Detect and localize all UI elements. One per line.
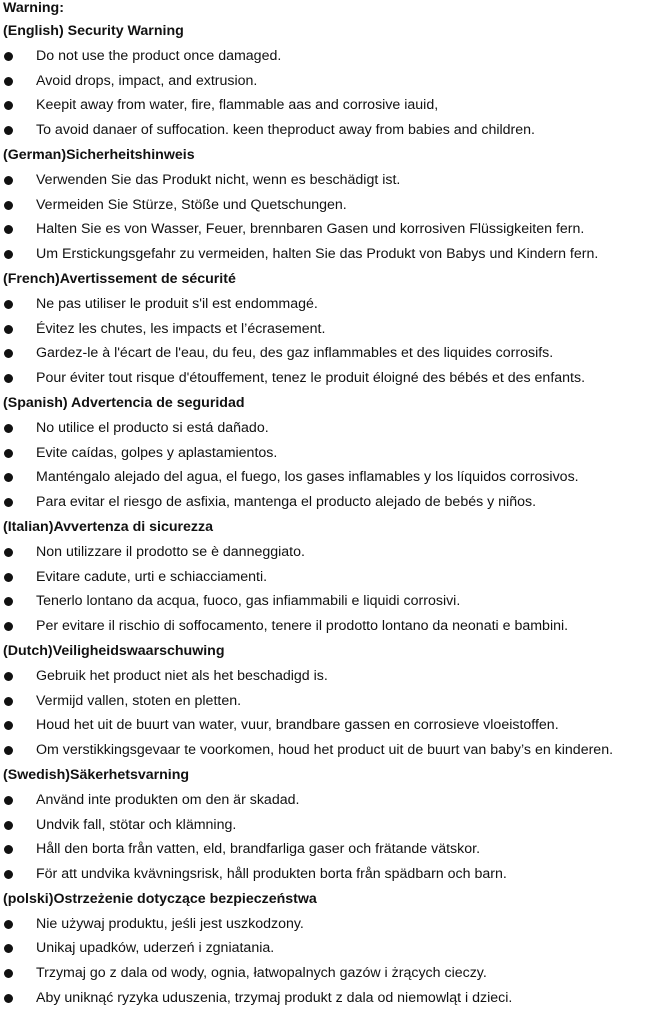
- bullet-icon: [4, 325, 13, 334]
- section-swedish: [0, 763, 663, 887]
- list-item: [0, 490, 663, 515]
- section-heading: (English) Security Warning: [3, 23, 184, 39]
- bullet-icon: [4, 697, 13, 706]
- list-item: [0, 317, 663, 342]
- section-italian: [0, 515, 663, 639]
- list-item: [0, 44, 663, 69]
- bullet-icon: [4, 821, 13, 830]
- item-text: Undvik fall, stötar och klämning.: [36, 816, 237, 833]
- section-english: [0, 19, 663, 143]
- bullet-icon: [4, 920, 13, 929]
- section-heading: (French)Avertissement de sécurité: [3, 270, 236, 287]
- section-polish: [0, 887, 663, 1011]
- bullet-icon: [4, 573, 13, 582]
- bullet-icon: [4, 796, 13, 805]
- bullet-icon: [4, 250, 13, 259]
- section-heading: (Dutch)Veiligheidswaarschuwing: [3, 642, 225, 659]
- bullet-icon: [4, 126, 13, 135]
- bullet-icon: [4, 597, 13, 606]
- bullet-icon: [4, 969, 13, 978]
- section-heading: (Swedish)Säkerhetsvarning: [3, 766, 190, 783]
- list-item: [0, 465, 663, 490]
- list-item: [0, 193, 663, 218]
- list-item: [0, 813, 663, 838]
- list-item: [0, 614, 663, 639]
- section-dutch: [0, 639, 663, 763]
- item-text: Använd inte produkten om den är skadad.: [36, 791, 300, 808]
- list-item: [0, 713, 663, 738]
- section-spanish: [0, 391, 663, 515]
- item-text: Evitare cadute, urti e schiacciamenti.: [36, 568, 268, 585]
- section-french: [0, 267, 663, 391]
- item-text: Non utilizzare il prodotto se è danneggiato.: [36, 543, 305, 560]
- list-item: [0, 664, 663, 689]
- item-text: Pour éviter tout risque d'étouffement, tenez le produit éloigné des bébés et des enfants.: [36, 370, 586, 387]
- list-item: [0, 912, 663, 937]
- bullet-icon: [4, 300, 13, 309]
- item-text: Ne pas utiliser le produit s'il est endommagé.: [36, 295, 318, 312]
- list-item: [0, 69, 663, 94]
- list-item: [0, 93, 663, 118]
- list-item: [0, 292, 663, 317]
- item-text: Tenerlo lontano da acqua, fuoco, gas infiammabili e liquidi corrosivi.: [36, 593, 461, 610]
- list-item: [0, 565, 663, 590]
- list-item: [0, 961, 663, 986]
- bullet-icon: [4, 374, 13, 383]
- list-item: [0, 217, 663, 242]
- item-text: Unikaj upadków, uderzeń i zgniatania.: [36, 940, 275, 957]
- section-heading: (polski)Ostrzeżenie dotyczące bezpieczeństwa: [3, 890, 317, 907]
- bullet-icon: [4, 176, 13, 185]
- bullet-icon: [4, 77, 13, 86]
- bullet-icon: [4, 870, 13, 879]
- item-text: To avoid danaer of suffocation. keen theproduct away from babies and children.: [36, 122, 535, 139]
- item-text: Aby uniknąć ryzyka uduszenia, trzymaj produkt z dala od niemowląt i dzieci.: [36, 990, 513, 1007]
- section-german: [0, 143, 663, 267]
- document-title: Warning:: [3, 0, 64, 16]
- list-item: [0, 168, 663, 193]
- item-text: Keepit away from water, fire, flammable aas and corrosive iauid,: [36, 97, 439, 114]
- item-text: Avoid drops, impact, and extrusion.: [36, 72, 258, 89]
- item-text: För att undvika kvävningsrisk, håll produkten borta från spädbarn och barn.: [36, 866, 507, 883]
- item-text: Halten Sie es von Wasser, Feuer, brennbaren Gasen und korrosiven Flüssigkeiten fern.: [36, 221, 585, 238]
- item-text: No utilice el producto si está dañado.: [36, 419, 269, 436]
- bullet-icon: [4, 994, 13, 1003]
- bullet-icon: [4, 225, 13, 234]
- list-item: [0, 936, 663, 961]
- bullet-icon: [4, 548, 13, 557]
- section-heading: (German)Sicherheitshinweis: [3, 146, 195, 163]
- item-text: Vermeiden Sie Stürze, Stöße und Quetschungen.: [36, 196, 347, 213]
- bullet-icon: [4, 424, 13, 433]
- item-text: Per evitare il rischio di soffocamento, tenere il prodotto lontano da neonati e bambini.: [36, 618, 569, 635]
- list-item: [0, 986, 663, 1011]
- bullet-icon: [4, 449, 13, 458]
- list-item: [0, 589, 663, 614]
- item-text: Um Erstickungsgefahr zu vermeiden, halten Sie das Produkt von Babys und Kindern fern.: [36, 246, 599, 263]
- section-heading: (Italian)Avvertenza di sicurezza: [3, 518, 213, 535]
- section-heading: (Spanish) Advertencia de seguridad: [3, 394, 245, 411]
- item-text: Gardez-le à l'écart de l'eau, du feu, des gaz inflammables et des liquides corrosifs.: [36, 345, 554, 362]
- item-text: Gebruik het product niet als het beschadigd is.: [36, 667, 328, 684]
- item-text: Para evitar el riesgo de asfixia, mantenga el producto alejado de bebés y niños.: [36, 494, 537, 511]
- bullet-icon: [4, 473, 13, 482]
- item-text: Håll den borta från vatten, eld, brandfarliga gaser och frätande vätskor.: [36, 841, 481, 858]
- item-text: Do not use the product once damaged.: [36, 47, 282, 64]
- list-item: [0, 540, 663, 565]
- item-text: Trzymaj go z dala od wody, ognia, łatwopalnych gazów i żrących cieczy.: [36, 965, 487, 982]
- bullet-icon: [4, 721, 13, 730]
- bullet-icon: [4, 498, 13, 507]
- list-item: [0, 862, 663, 887]
- bullet-icon: [4, 746, 13, 755]
- item-text: Verwenden Sie das Produkt nicht, wenn es beschädigt ist.: [36, 171, 401, 188]
- bullet-icon: [4, 672, 13, 681]
- item-text: Manténgalo alejado del agua, el fuego, los gases inflamables y los líquidos corrosivos.: [36, 469, 579, 486]
- bullet-icon: [4, 944, 13, 953]
- bullet-icon: [4, 622, 13, 631]
- bullet-icon: [4, 845, 13, 854]
- bullet-icon: [4, 201, 13, 210]
- bullet-icon: [4, 349, 13, 358]
- item-text: Evite caídas, golpes y aplastamientos.: [36, 444, 278, 461]
- list-item: [0, 689, 663, 714]
- list-item: [0, 341, 663, 366]
- list-item: [0, 738, 663, 763]
- bullet-icon: [4, 101, 13, 110]
- item-text: Évitez les chutes, les impacts et l’écrasement.: [36, 320, 326, 337]
- item-text: Houd het uit de buurt van water, vuur, brandbare gassen en corrosieve vloeistoffen.: [36, 717, 559, 734]
- list-item: [0, 366, 663, 391]
- item-text: Om verstikkingsgevaar te voorkomen, houd het product uit de buurt van baby’s en kinderen.: [36, 742, 614, 759]
- list-item: [0, 788, 663, 813]
- bullet-icon: [4, 52, 13, 61]
- item-text: Vermijd vallen, stoten en pletten.: [36, 692, 242, 709]
- list-item: [0, 837, 663, 862]
- item-text: Nie używaj produktu, jeśli jest uszkodzony.: [36, 915, 304, 932]
- list-item: [0, 441, 663, 466]
- list-item: [0, 242, 663, 267]
- list-item: [0, 416, 663, 441]
- list-item: [0, 118, 663, 143]
